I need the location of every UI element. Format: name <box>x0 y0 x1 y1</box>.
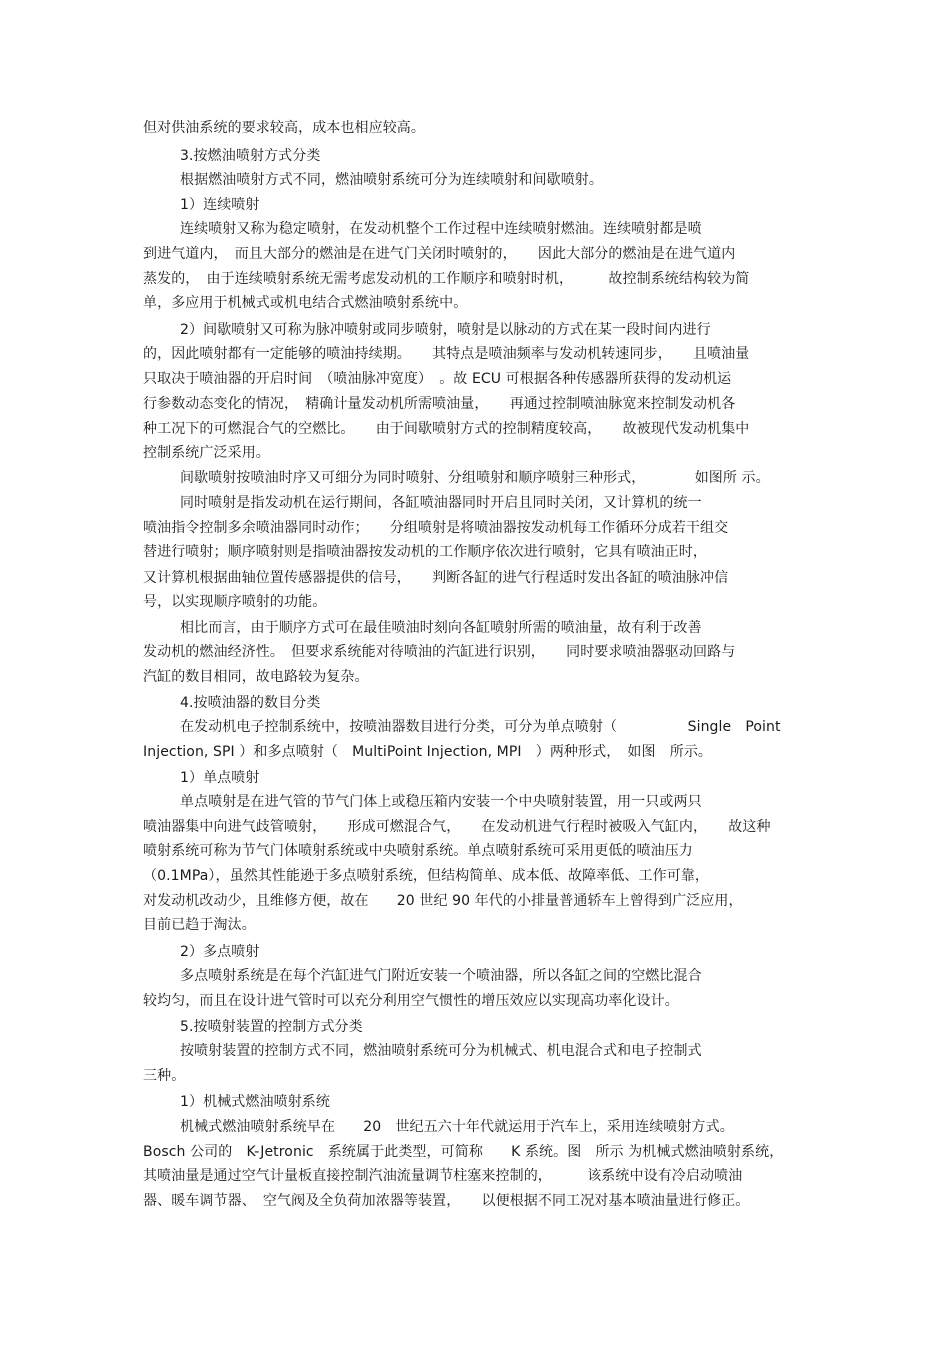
text-line: 按喷射装置的控制方式不同，燃油喷射系统可分为机械式、机电混合式和电子控制式 <box>180 1043 702 1059</box>
subsection-heading: 2）多点喷射 <box>180 944 260 960</box>
text-line: 机械式燃油喷射系统早在 20 世纪五六十年代就运用于汽车上，采用连续喷射方式。 <box>180 1119 734 1135</box>
text-line: 喷射系统可称为节气门体喷射系统或中央喷射系统。单点喷射系统可采用更低的喷油压力 <box>143 843 693 859</box>
text-line: 到进气道内， 而且大部分的燃油是在进气门关闭时喷射的， 因此大部分的燃油是在进气道内 <box>143 246 736 262</box>
text-line: 替进行喷射；顺序喷射则是指喷油器按发动机的工作顺序依次进行喷射，它具有喷油正时， <box>143 544 707 560</box>
text-line: 蒸发的， 由于连续喷射系统无需考虑发动机的工作顺序和喷射时机， 故控制系统结构较为简 <box>143 271 750 287</box>
text-line: 单，多应用于机械式或机电结合式燃油喷射系统中。 <box>143 295 468 311</box>
text-line: Injection, SPI ）和多点喷射（ MultiPoint Injection, MPI ）两种形式， 如图 所示。 <box>143 744 713 760</box>
text-line: 但对供油系统的要求较高，成本也相应较高。 <box>143 120 425 136</box>
text-line: 发动机的燃油经济性。 但要求系统能对待喷油的汽缸进行识别， 同时要求喷油器驱动回路与 <box>143 644 736 660</box>
section-heading: 3.按燃油喷射方式分类 <box>180 148 321 164</box>
text-line: 只取决于喷油器的开启时间 （喷油脉冲宽度） 。故 ECU 可根据各种传感器所获得的发动机运 <box>143 371 732 387</box>
text-line: 汽缸的数目相同，故电路较为复杂。 <box>143 669 369 685</box>
text-line: 号，以实现顺序喷射的功能。 <box>143 594 327 610</box>
section-heading: 4.按喷油器的数目分类 <box>180 695 321 711</box>
text-line: 其喷油量是通过空气计量板直接控制汽油流量调节柱塞来控制的， 该系统中设有冷启动喷油 <box>143 1168 743 1184</box>
text-line: 种工况下的可燃混合气的空燃比。 由于间歇喷射方式的控制精度较高， 故被现代发动机集中 <box>143 421 750 437</box>
text-line: 相比而言，由于顺序方式可在最佳喷油时刻向各缸喷射所需的喷油量，故有利于改善 <box>180 620 702 636</box>
text-line: Bosch 公司的 K-Jetronic 系统属于此类型，可简称 K 系统。图 所示 为机械式燃油喷射系统， <box>143 1144 784 1160</box>
text-line: 控制系统广泛采用。 <box>143 445 270 461</box>
subsection-heading: 1）连续喷射 <box>180 197 260 213</box>
section-heading: 5.按喷射装置的控制方式分类 <box>180 1019 363 1035</box>
text-line: 间歇喷射按喷油时序又可细分为同时喷射、分组喷射和顺序喷射三种形式， 如图所 示。 <box>180 470 770 486</box>
text-line: 三种。 <box>143 1068 186 1084</box>
text-line: 在发动机电子控制系统中，按喷油器数目进行分类，可分为单点喷射（ Single Point <box>180 719 781 735</box>
text-line: 喷油器集中向进气歧管喷射， 形成可燃混合气， 在发动机进气行程时被吸入气缸内， 故这种 <box>143 819 771 835</box>
text-line: 又计算机根据曲轴位置传感器提供的信号， 判断各缸的进气行程适时发出各缸的喷油脉冲信 <box>143 570 729 586</box>
text-line: 多点喷射系统是在每个汽缸进气门附近安装一个喷油器，所以各缸之间的空燃比混合 <box>180 968 702 984</box>
subsection-heading: 1）单点喷射 <box>180 770 260 786</box>
text-line: 2）间歇喷射又可称为脉冲喷射或同步喷射，喷射是以脉动的方式在某一段时间内进行 <box>180 322 711 338</box>
text-line: 连续喷射又称为稳定喷射，在发动机整个工作过程中连续喷射燃油。连续喷射都是喷 <box>180 221 702 237</box>
text-line: 单点喷射是在进气管的节气门体上或稳压箱内安装一个中央喷射装置，用一只或两只 <box>180 794 702 810</box>
text-line: 同时喷射是指发动机在运行期间，各缸喷油器同时开启且同时关闭，又计算机的统一 <box>180 495 702 511</box>
text-line: 较均匀，而且在设计进气管时可以充分利用空气惯性的增压效应以实现高功率化设计。 <box>143 993 679 1009</box>
text-line: 根据燃油喷射方式不同，燃油喷射系统可分为连续喷射和间歇喷射。 <box>180 172 603 188</box>
text-line: 对发动机改动少，且维修方便，故在 20 世纪 90 年代的小排量普通轿车上曾得到广泛应用， <box>143 893 743 909</box>
text-line: 喷油指令控制多余喷油器同时动作； 分组喷射是将喷油器按发动机每工作循环分成若干组交 <box>143 520 729 536</box>
text-line: 行参数动态变化的情况， 精确计量发动机所需喷油量， 再通过控制喷油脉宽来控制发动机各 <box>143 396 736 412</box>
text-line: （0.1MPa），虽然其性能逊于多点喷射系统，但结构简单、成本低、故障率低、工作可靠， <box>143 868 710 884</box>
text-line: 器、暖车调节器、 空气阀及全负荷加浓器等装置， 以便根据不同工况对基本喷油量进行修正。 <box>143 1193 750 1209</box>
text-line: 目前已趋于淘汰。 <box>143 917 256 933</box>
text-line: 的，因此喷射都有一定能够的喷油持续期。 其特点是喷油频率与发动机转速同步， 且喷油量 <box>143 346 750 362</box>
subsection-heading: 1）机械式燃油喷射系统 <box>180 1094 331 1110</box>
